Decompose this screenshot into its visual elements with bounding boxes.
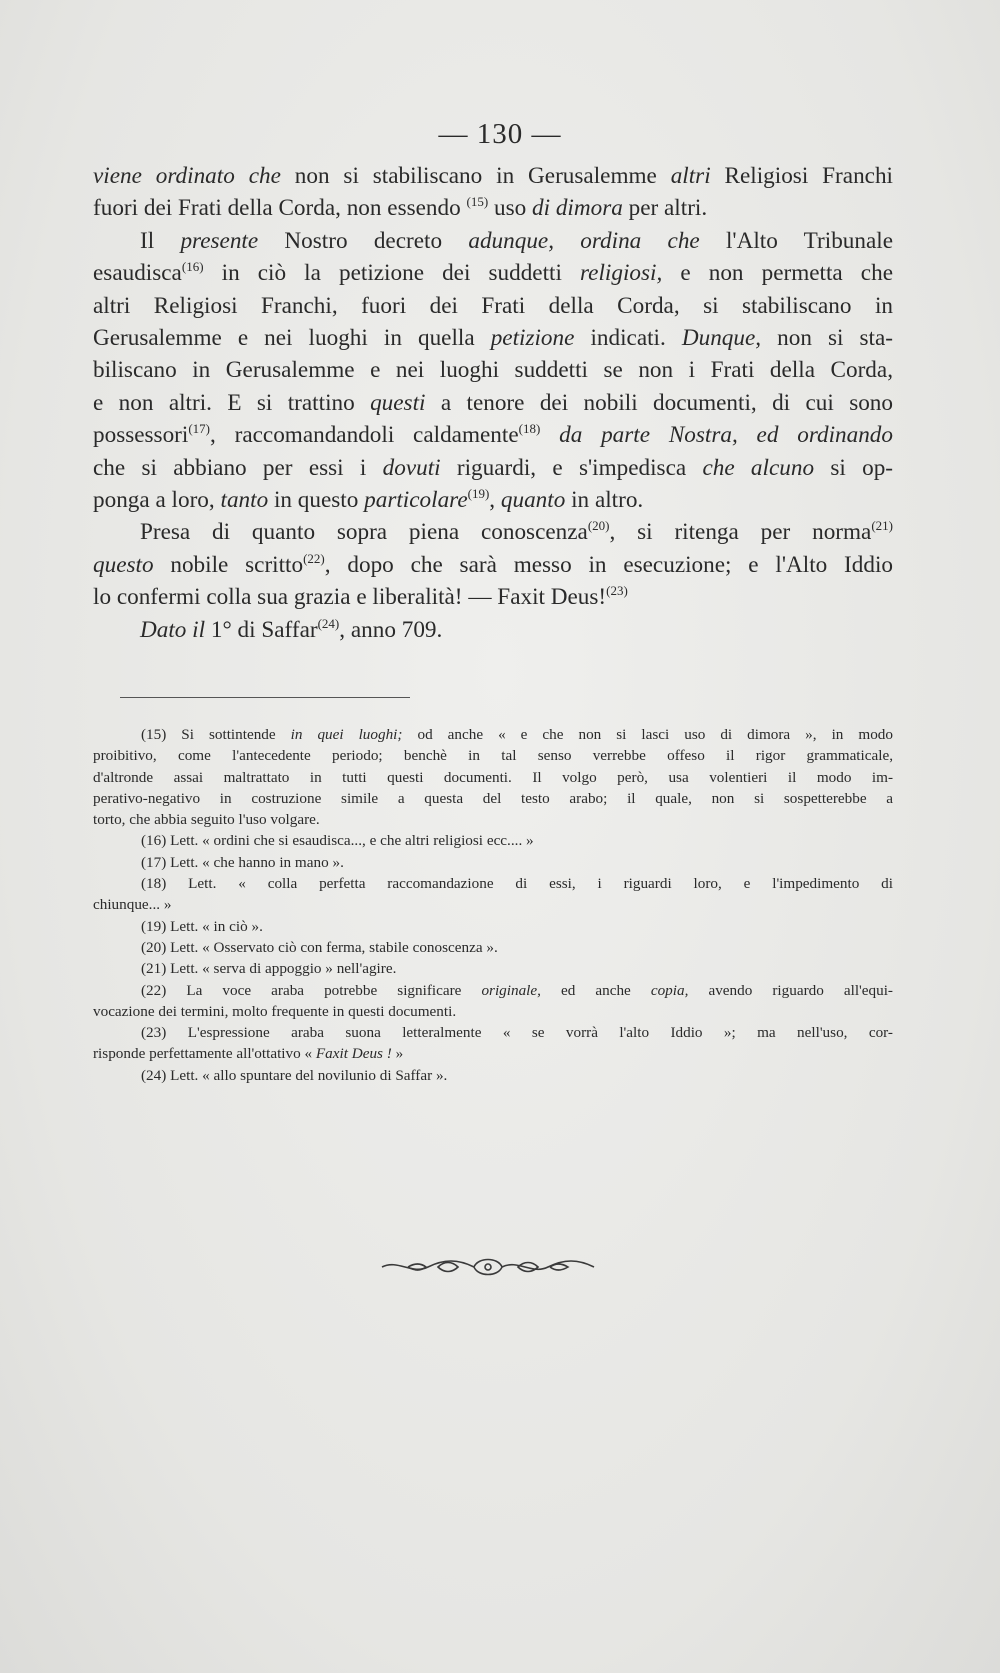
footnote-ref: (22) <box>303 550 325 566</box>
text-run: e non altri. E si trattino <box>93 389 371 416</box>
footnote <box>93 980 893 1023</box>
footnote-line <box>93 809 893 830</box>
text-run: (20) Lett. « Osservato ciò con ferma, stabile conoscenza ». <box>141 938 498 956</box>
text-run: od anche « e che non si lasci uso di dimora », in modo <box>402 726 893 743</box>
text-run: possessori <box>93 422 189 449</box>
text-line <box>93 160 893 192</box>
footnote-ref: (23) <box>606 583 628 599</box>
italic-phrase: questo <box>93 551 154 578</box>
text-line: altri Religiosi Franchi, fuori dei Frati della Corda, si stabiliscano in <box>93 292 893 319</box>
italic-phrase: tanto <box>220 487 269 514</box>
text-run: indicati. <box>574 325 682 352</box>
footnote-ref: (21) <box>871 518 894 534</box>
text-run: Nostro decreto <box>258 227 469 254</box>
italic-phrase: che alcuno <box>702 454 815 481</box>
footnote-line <box>93 894 893 915</box>
italic-phrase: Faxit Deus ! <box>315 1045 392 1063</box>
text-run: , dopo che sarà messo in esecuzione; e l'Alto Iddio <box>324 551 893 578</box>
text-run: (18) Lett. « colla perfetta raccomandazione di essi, i riguardi loro, e l'impedimento di <box>141 875 893 893</box>
text-run: chiunque... » <box>93 896 172 914</box>
text-run: Religiosi Franchi <box>710 163 893 189</box>
footnote <box>93 724 893 830</box>
footnote <box>93 916 893 937</box>
footnote-line <box>93 852 893 873</box>
italic-phrase: petizione <box>490 325 575 352</box>
text-line <box>93 225 893 257</box>
text-run: esaudisca <box>93 260 182 287</box>
italic-phrase: Dunque, <box>681 325 762 352</box>
text-line <box>93 257 893 289</box>
text-run: nobile scritto <box>153 551 304 578</box>
italic-phrase: copia, <box>650 981 689 999</box>
paragraph-4 <box>93 614 893 646</box>
text-run: 1° di Saffar <box>205 616 318 643</box>
text-run: avendo riguardo all'equi- <box>688 981 893 999</box>
italic-phrase: religiosi, <box>580 260 663 287</box>
footnote-line <box>93 724 893 745</box>
text-run: per altri. <box>622 195 708 222</box>
text-line <box>93 516 893 548</box>
text-line <box>93 581 893 613</box>
text-run: ed anche <box>540 981 651 999</box>
italic-phrase: da parte Nostra, ed ordinando <box>559 422 893 449</box>
footnote-ref: (15) <box>466 194 489 210</box>
text-run: riguardi, e s'impedisca <box>440 454 703 481</box>
ornament-fleuron-icon <box>378 1255 598 1279</box>
italic-phrase: presente <box>180 227 259 254</box>
footnote-line <box>93 767 893 788</box>
text-run: e non permetta che <box>662 260 893 287</box>
text-run: lo confermi colla sua grazia e liberalità! — Faxit Deus! <box>93 584 607 611</box>
text-run: , <box>489 487 501 514</box>
text-run: (19) Lett. « in ciò ». <box>141 917 263 935</box>
text-run: torto, che abbia seguito l'uso volgare. <box>93 811 320 829</box>
italic-phrase: altri <box>670 163 711 189</box>
italic-phrase: viene ordinato che <box>93 163 281 189</box>
text-run: non si sta- <box>761 325 893 352</box>
paragraph-2 <box>93 225 893 517</box>
text-run: d'altronde assai maltrattato in tutti questi documenti. Il volgo però, usa volentieri il modo im- <box>93 768 893 786</box>
footnote-ref: (20) <box>587 518 610 534</box>
italic-phrase: di dimora <box>531 195 623 222</box>
text-run: in questo <box>268 487 365 514</box>
text-run: , si ritenga per norma <box>609 519 872 546</box>
text-run: Presa di quanto sopra piena conoscenza <box>140 519 588 546</box>
text-run: si op- <box>814 454 894 481</box>
footnote-line <box>93 916 893 937</box>
text-run: che si abbiano per essi i <box>93 454 383 481</box>
text-line <box>93 549 893 581</box>
text-run: uso <box>488 195 532 222</box>
footnote-ref: (18) <box>518 421 541 437</box>
footnote-ref: (17) <box>188 421 211 437</box>
footnote-line <box>93 830 893 851</box>
footnote-line <box>93 980 893 1001</box>
text-line <box>93 484 893 516</box>
footnote-line <box>93 1022 893 1043</box>
main-text <box>93 160 893 646</box>
text-run: Gerusalemme e nei luoghi in quella <box>93 325 491 352</box>
text-run: (16) Lett. « ordini che si esaudisca..., e che altri religiosi ecc.... » <box>141 832 534 850</box>
footnote-separator <box>120 697 410 698</box>
text-run: , anno 709. <box>339 616 443 643</box>
footnote <box>93 958 893 979</box>
italic-phrase: adunque, ordina che <box>468 227 700 254</box>
footnote <box>93 830 893 851</box>
text-run: ponga a loro, <box>93 487 221 514</box>
footnote <box>93 873 893 916</box>
text-line <box>93 192 893 224</box>
text-run: vocazione dei termini, molto frequente in questi documenti. <box>93 1002 457 1020</box>
italic-phrase: in quei luoghi; <box>290 726 403 743</box>
text-run: (17) Lett. « che hanno in mano ». <box>141 853 344 871</box>
text-run <box>540 422 559 448</box>
italic-phrase: particolare <box>364 487 468 514</box>
footnote-ref: (24) <box>317 615 340 631</box>
footnote-line <box>93 873 893 894</box>
footnote-line <box>93 1043 893 1064</box>
footnote-line <box>93 788 893 809</box>
footnote <box>93 1065 893 1086</box>
footnote <box>93 937 893 958</box>
text-run: (24) Lett. « allo spuntare del novilunio di Saffar ». <box>141 1066 448 1084</box>
paragraph-3 <box>93 516 893 613</box>
text-line: biliscano in Gerusalemme e nei luoghi suddetti se non i Frati della Corda, <box>93 357 893 384</box>
text-line <box>93 322 893 354</box>
footnote-ref: (16) <box>181 259 204 275</box>
italic-phrase: originale, <box>481 981 541 999</box>
text-run: a tenore dei nobili documenti, di cui sono <box>425 389 893 416</box>
text-run: (21) Lett. « serva di appoggio » nell'agire. <box>141 960 397 978</box>
paragraph-1 <box>93 160 893 225</box>
text-run: perativo-negativo in costruzione simile a questa del testo arabo; il quale, non si sospetterebbe a <box>93 789 893 807</box>
footnote <box>93 1022 893 1065</box>
text-run: in altro. <box>565 487 644 514</box>
text-run: non si stabiliscano in Gerusalemme <box>280 163 671 189</box>
footnote-line <box>93 937 893 958</box>
footnote <box>93 852 893 873</box>
text-run: Il <box>140 227 181 254</box>
italic-phrase: Dato il <box>140 616 206 643</box>
text-run: risponde perfettamente all'ottativo « <box>93 1045 316 1063</box>
footnote-line <box>93 1065 893 1086</box>
footnote-line <box>93 745 893 766</box>
text-run: (22) La voce araba potrebbe significare <box>141 981 482 999</box>
text-run: in ciò la petizione dei suddetti <box>203 260 581 287</box>
footnote-ref: (19) <box>467 486 490 502</box>
text-run: proibitivo, come l'antecedente periodo; benchè in tal senso verrebbe offeso il rigor grammaticale, <box>93 747 893 765</box>
text-run: » <box>391 1045 404 1063</box>
text-run: (15) Si sottintende <box>141 726 291 743</box>
footnotes <box>93 724 893 1086</box>
text-line <box>93 452 893 484</box>
italic-phrase: dovuti <box>382 454 441 481</box>
date-line <box>93 614 893 646</box>
footnote-line <box>93 958 893 979</box>
text-run: (23) L'espressione araba suona letteralmente « se vorrà l'alto Iddio »; ma nell'uso, cor- <box>141 1024 893 1042</box>
footnote-line <box>93 1001 893 1022</box>
italic-phrase: quanto <box>500 487 566 514</box>
text-run: l'Alto Tribunale <box>699 227 893 254</box>
text-run: , raccomandandoli caldamente <box>210 422 519 449</box>
page-number: — 130 — <box>438 118 562 150</box>
text-line <box>93 419 893 451</box>
text-line <box>93 387 893 419</box>
italic-phrase: questi <box>370 389 426 416</box>
text-run: fuori dei Frati della Corda, non essendo <box>93 195 467 222</box>
